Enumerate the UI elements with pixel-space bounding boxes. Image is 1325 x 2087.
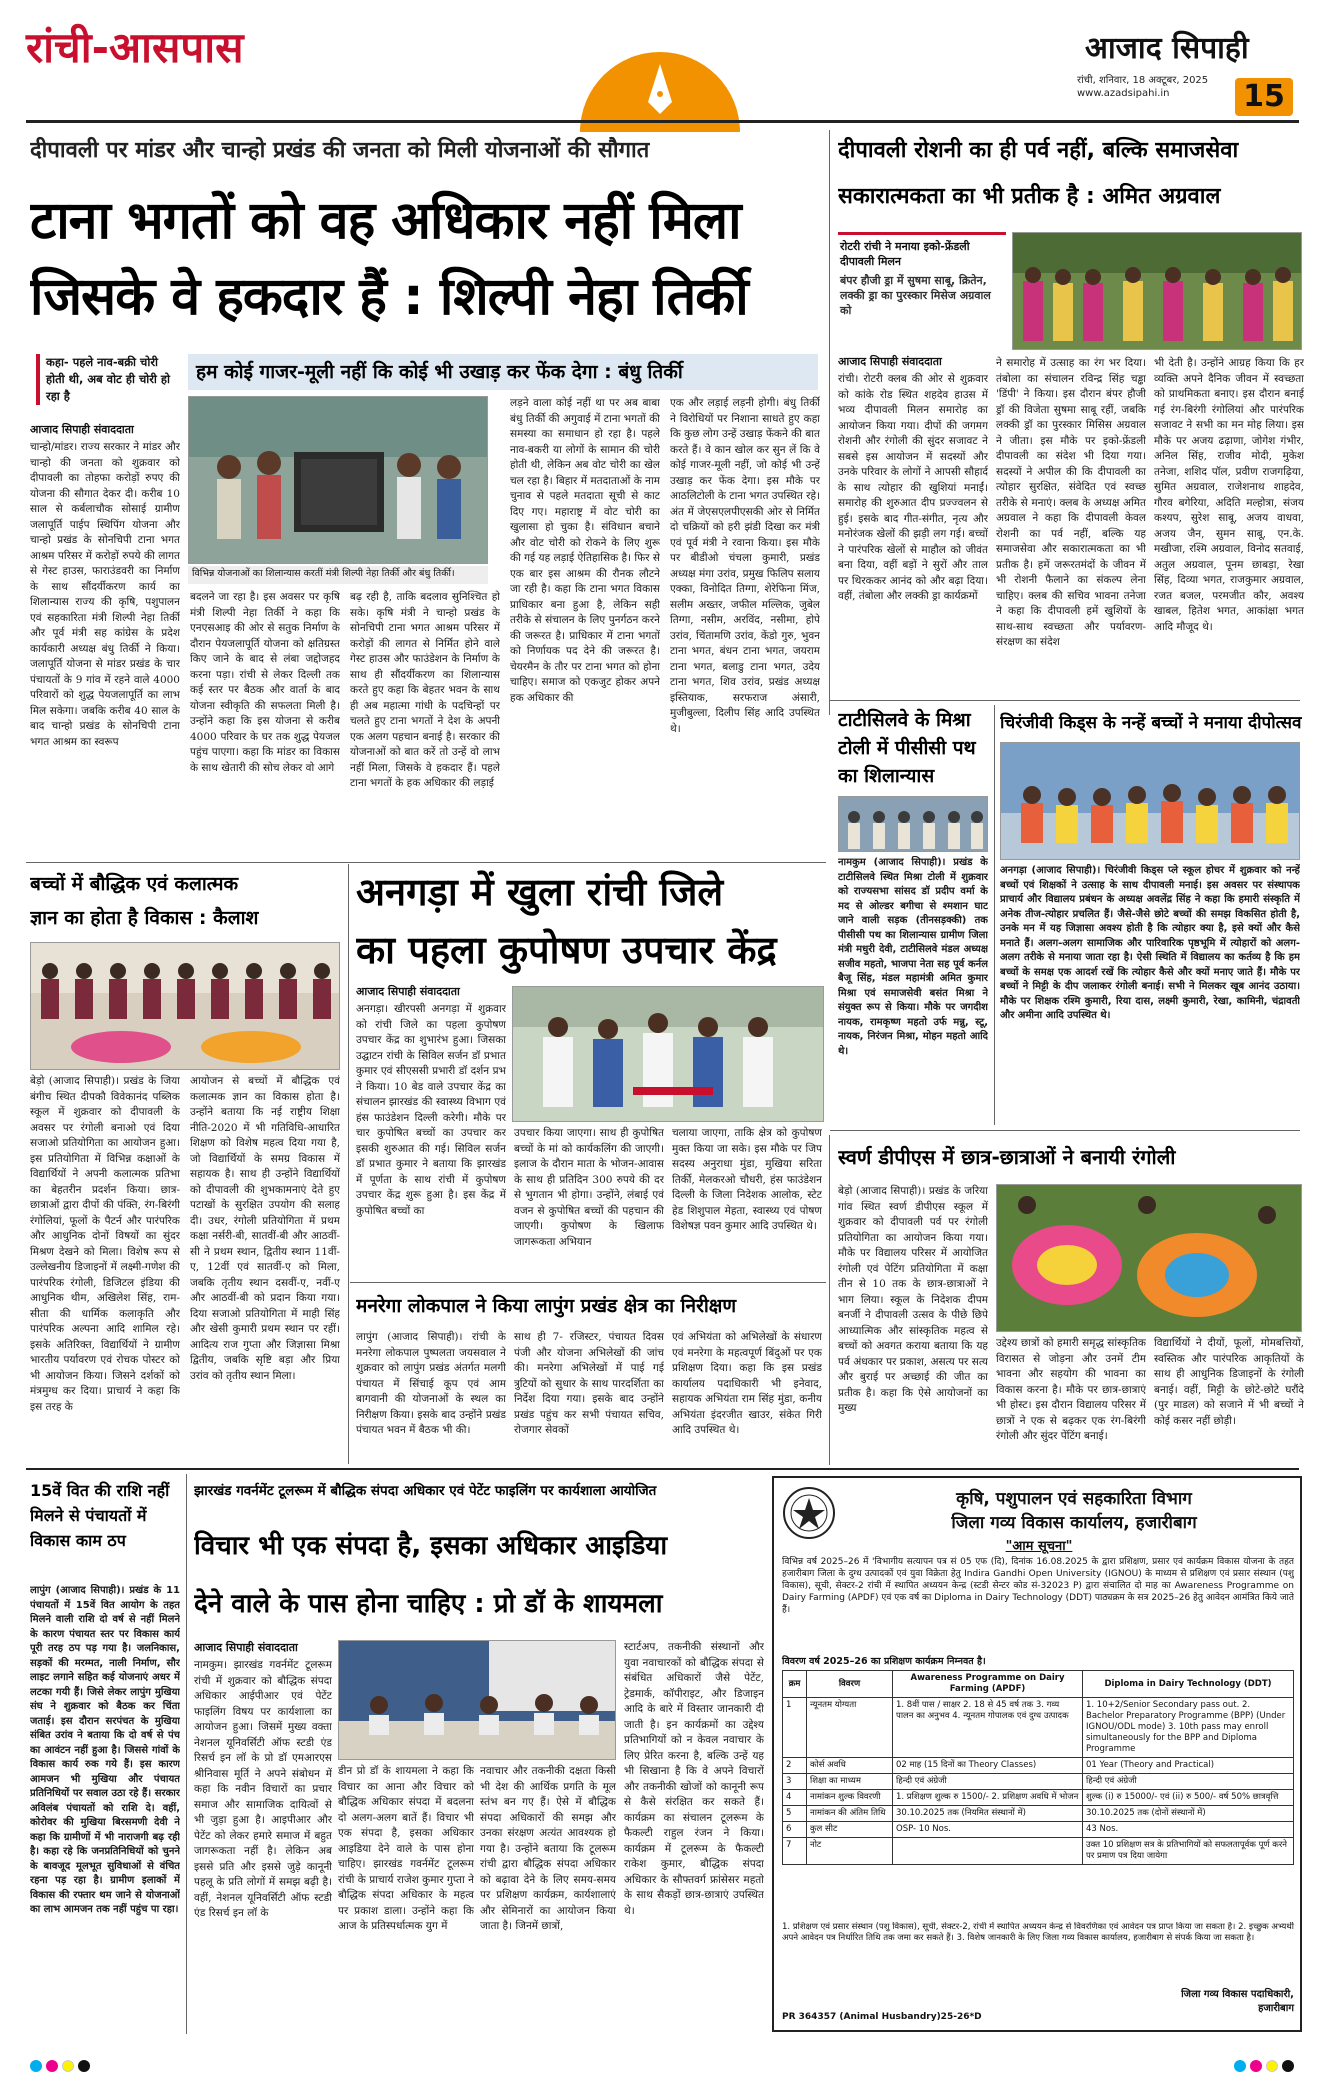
finance-headline: 15वें वित की राशि नहीं मिलने से पंचायतों में विकास काम ठप (30, 1481, 170, 1550)
kuposhan-col-2: उपचार किया जाएगा। साथ ही कुपोषित बच्चों के मां को कार्यकलिंग की जाएगी। इलाज के दौरान माता के भोजन-आवास के साथ ही प्रतिदिन 300 रुपये की दर से भुगतान भी होगा। उन्होंने, लंबाई एवं वजन से कुपोषित बच्चों की पहचान की जाएगी। कुपोषण के खिलाफ जागरूकता अभियान (514, 1127, 664, 1248)
manrega-col-1: लापुंग (आजाद सिपाही)। रांची के मनरेगा लोकपाल पुष्पलता जयसवाल ने शुक्रवार को लापुंग प्रखंड अंतर्गत मलगी पंचायत में सिंचाई कूप एवं आम बागवानी की योजनाओं के स्थल का निरीक्षण किया। इसके बाद उन्होंने प्रखंड पंचायत भवन में बैठक भी की। (356, 1331, 506, 1436)
main-headline-line2: जिसके वे हकदार हैं : शिल्पी नेहा तिर्की (30, 267, 748, 327)
kailash-divider (348, 864, 349, 1464)
kuposhan-photo (512, 986, 824, 1122)
deepavali-headline-line2: सकारात्मकता का भी प्रतीक है : अमित अग्रवाल (838, 184, 1221, 209)
tatisilwai-divider (994, 705, 995, 1125)
chiranjeevi-photo (1000, 742, 1300, 860)
notice-table (782, 1670, 1294, 1865)
deepavali-byline: आजाद सिपाही संवाददाता (838, 355, 942, 368)
col-divider (829, 130, 830, 715)
notice-intro: विभिन्न वर्ष 2025–26 में 'विभागीय सत्यापन पत्र सं 05 एफ (दि), दिनांक 16.08.2025 के द्वारा प्रशिक्षण, प्रसार एवं कार्यक्रम विकास योजना के तहत हजारीबाग जिला के दुग्ध उत्पादकों एवं युवा विक्रेता हेतु Indira Gandhi Open University (IGNOU) के माध्यम से प्रशिक्षण एवं प्रसार संस्थान (पशु विकास), सूची, सेक्टर-2 रांची में स्थापित अध्ययन केन्द्र (स्टडी सेन्टर कोड सं-32023 P) द्वारा संचालित दो माह का Awareness Programme on Dairy Farming (APDF) एवं एक वर्ष का Diploma in Dairy Technology (DDT) पाठ्यक्रम के सत्र 2025–26 हेतु आवेदन आमंत्रित किये जाते हैं। (782, 1557, 1294, 1615)
notice-cell-param: नामांकन शुल्क विवरणी (807, 1790, 893, 1806)
website: www.azadsipahi.in (1077, 88, 1170, 99)
notice-signature-title: जिला गव्य विकास पदाधिकारी, (1181, 1989, 1294, 2000)
deepavali-col-2: ने समारोह में उत्साह का रंग भर दिया। तंबोला का संचालन रविन्द्र सिंह चड्ढा 'डिंपी' ने किया। इस दौरान बंपर हौजी ड्रॉ की विजेता सुषमा साबू रहीं, जबकि लक्की ड्रॉ का पुरस्कार मिसिस अग्रवाल ने जीता। इस मौके पर इको-फ्रेंडली दीपावली का संदेश भी दिया गया। सदस्यों ने अपील की कि दीपावली का त्योहार सुरक्षित, संवेदित एवं स्वच्छ तरीके से मनाएं। क्लब के अध्यक्ष अमित अग्रवाल ने कहा कि दीपावली केवल रोशनी का पर्व नहीं, बल्कि यह समाजसेवा और सकारात्मकता का भी प्रतीक है। हमें जरूरतमंदों के जीवन में भी रोशनी फैलाने का संकल्प लेना चाहिए। क्लब की सचिव भावना तनेजा ने कहा कि दीपावली हमें खुशियों के साथ-साथ स्वच्छता और पर्यावरण-संरक्षण का संदेश (996, 357, 1146, 648)
chiranjeevi-text: अनगड़ा (आजाद सिपाही)। चिरंजीवी किड्स प्ले स्कूल होचर में शुक्रवार को नन्हें बच्चों एवं शिक्षकों ने उत्साह के साथ दीपावली मनाई। इस अवसर पर संस्थापक प्राचार्य और विद्यालय प्रबंधन के अध्यक्ष अवलेंद्र सिंह ने कहा कि हमारी संस्कृति में अनेक तीज-त्योहार प्रचलित हैं। जैसे-जैसे छोटे बच्चों की समझ विकसित होती है, उनके मन में यह जिज्ञासा अवश्य होती है कि त्योहार क्या है, इसे क्यों और कैसे मनाते हैं। अलग-अलग सामाजिक और पारिवारिक पृष्ठभूमि में त्योहारों को अलग-अलग तरीके से मनाया जाता रहा है। ऐसी स्थिति में विद्यालय का कर्तव्य है कि हम बच्चों के समक्ष एक आदर्श रखें कि त्योहार कैसे और क्यों मनाए जाते हैं। मौके पर बच्चों ने मिट्टी के दीप जलाकर रंगोली बनाई। सभी ने मिलकर खूब आनंद उठाया। मौके पर शिक्षक रश्मि कुमारी, रिया दास, लक्ष्मी कुमारी, रेखा, कामिनी, चंद्रावती और अमीना आदि उपस्थित थे। (1000, 865, 1300, 1021)
rule-left-mid (26, 862, 826, 863)
deepavali-col-1: रांची। रोटरी क्लब की ओर से शुक्रवार को कांके रोड स्थित शहदेव हाउस में भव्य दीपावली मिलन समारोह का आयोजन किया गया। दीपों की जगमग रोशनी और रंगोली की सुंदर सजावट ने सबसे इस आयोजन में सदस्यों और उनके परिवार के लोगों ने आपसी सौहार्द के साथ त्योहार की खुशियां मनाईं। समारोह की शुरुआत दीप प्रज्ज्वलन से हुई। इसके बाद गीत-संगीत, नृत्य और मनोरंजक खेलों की झड़ी लग गई। बच्चों ने पारंपरिक खेलों से माहौल को जीवंत बना दिया, वहीं बड़ों ने सुरों और ताल पर थिरककर आनंद को और बढ़ा दिया। वहीं, तंबोला और लक्की ड्रा कार्यक्रमों (838, 373, 988, 602)
reg-mark-black-right (1282, 2060, 1294, 2072)
rule-deepavali (830, 700, 1300, 701)
deepavali-col-3: भी देती है। उन्होंने आग्रह किया कि हर व्यक्ति अपने दैनिक जीवन में स्वच्छता को प्राथमिकता बनाए। इस दौरान बनाई गई रंग-बिरंगी रंगोलियां और पारंपरिक सजावट ने सभी का मन मोह लिया। इस मौके पर अजय ढढ़ाणा, जोगेश गंभीर, अनिल सिंह, राजीव मोदी, मुकेश तनेजा, शशिद पॉल, प्रवीण राजगढ़िया, सुमित अग्रवाल, राजेशनाथ शाहदेव, गौरव बगेरिया, अदिति मल्होत्रा, संजय कश्यप, सुरेश साबू, अजय वाधवा, अजय जैन, सुमन साबू, एन.के. मखीजा, रश्मि अग्रवाल, विनोद सतवाई, अतुल अग्रवाल, पूनम छाबड़ा, रेखा सिंह, दिव्या भगत, राजकुमार अग्रवाल, रजत बजल, परमजीत कौर, अवश्य खाबल, हितेश भगत, आकांक्षा भगत आदि मौजूद थे। (1154, 357, 1304, 633)
reg-mark-magenta-left (46, 2060, 58, 2072)
notice-cell-apdf: 02 माह (15 दिनों का Theory Classes) (893, 1758, 1083, 1774)
manrega-col-2: साथ ही 7- रजिस्टर, पंचायत दिवस पंजी और योजना अभिलेखों की जांच की। मनरेगा अभिलेखों में पाई गई त्रुटियों को सुधार के साथ पारदर्शिता का निर्देश दिया गया। इसके बाद उन्होंने प्रखंड पहुंच कर सभी पंचायत सचिव, रोजगार सेवकों (514, 1331, 664, 1436)
notice-signature-place: हजारीबाग (1258, 2003, 1294, 2014)
notice-dept-line2: जिला गव्य विकास कार्यालय, हजारीबाग (951, 1513, 1197, 1533)
govt-notice (772, 1476, 1302, 2032)
notice-table-row (783, 1774, 1294, 1790)
notice-cell-sr: 1 (783, 1698, 807, 1758)
notice-cell-apdf (893, 1838, 1083, 1865)
chiranjeevi-headline: चिरंजीवी किड्स के नन्हें बच्चों ने मनाया दीपोत्सव (1000, 713, 1302, 733)
main-col-3: बढ़ रही है, ताकि बदलाव सुनिश्चित हो सके। कृषि मंत्री ने चान्हो प्रखंड के सोनचिपी टाना भगत आश्रम परिसर में करोड़ों की लागत से निर्मित होने वाले गेस्ट हाउस और फाउंडेशन के निर्माण के साथ ही सौंदर्यीकरण का शिलान्यास करते हुए कहा कि बेहतर भवन के साथ ही अब महात्मा गांधी के पदचिन्हों पर चलते हुए टाना भगतों ने देश के अपनी एक अलग पहचान बनाई है। सरकार की योजनाओं को बात करें तो उन्हें वो लाभ नहीं मिला, जिसके वे हकदार हैं। पहले टाना भगतों के हक अधिकार की लड़ाई (350, 591, 500, 789)
notice-cell-ddt: 43 Nos. (1083, 1822, 1294, 1838)
rule-kuposhan (350, 1282, 826, 1283)
idea-byline: आजाद सिपाही संवाददाता (194, 1641, 298, 1654)
notice-cell-sr: 3 (783, 1774, 807, 1790)
main-kicker: दीपावली पर मांडर और चान्हो प्रखंड की जनता को मिली योजनाओं की सौगात (30, 138, 650, 163)
notice-th-param: विवरण (807, 1671, 893, 1698)
notice-cell-ddt: शुल्क (i) रु 15000/- एवं (ii) रु 500/- वर्ष 50% छात्रवृत्ति (1083, 1790, 1294, 1806)
reg-mark-yellow-left (62, 2060, 74, 2072)
notice-cell-param: न्यूनतम योग्यता (807, 1698, 893, 1758)
tatisilwai-photo (838, 796, 988, 852)
notice-cell-apdf: 1. 8वीं पास / साक्षर 2. 18 से 45 वर्ष तक 3. गव्य पालन का अनुभव 4. न्यूनतम गोपालक एवं दुग्ध उत्पादक (893, 1698, 1083, 1758)
main-byline: आजाद सिपाही संवाददाता (30, 423, 134, 436)
notice-cell-sr: 6 (783, 1822, 807, 1838)
idea-col-4: स्टार्टअप, तकनीकी संस्थानों और युवा नवाचारकों को बौद्धिक संपदा से संबंधित अधिकारों जैसे पेटेंट, ट्रेडमार्क, कॉपीराइट, और डिजाइन आदि के बारे में विस्तार जानकारी दी जाती है। इन कार्यक्रमों का उद्देश्य प्रतिभागियों को न केवल नवाचार के लिए प्रेरित करना है, बल्कि उन्हें यह भी सिखाना है कि वे अपने विचारों और तकनीकी खोजों को कानूनी रूप से कैसे संरक्षित कर सकते हैं। कार्यक्रम का संचालन टूलरूम के फैकल्टी राहुल रंजन ने किया। कार्यक्रम में टूलरूम के फैकल्टी राकेश कुमार, बौद्धिक संपदा अधिकार के सौफ्तवर्ग फ्रांसेसर महतो के साथ सैकड़ों छात्र-छात्राएं उपस्थित थे। (624, 1641, 764, 1917)
manrega-headline: मनरेगा लोकपाल ने किया लापुंग प्रखंड क्षेत्र का निरीक्षण (356, 1295, 737, 1317)
notice-cell-param: शिक्षा का माध्यम (807, 1774, 893, 1790)
idea-photo (338, 1640, 616, 1760)
finance-divider (186, 1474, 187, 2034)
main-col-2: बदलने जा रहा है। इस अवसर पर कृषि मंत्री शिल्पी नेहा तिर्की ने कहा कि एनएसआइ की ओर से सतुक निर्माण के दौरान पेयजलापूर्ति योजना को क्षतिग्रस्त किए जाने के बाद से लंबा जद्दोजहद करना पड़ा। रांची से लेकर दिल्ली तक कई स्तर पर बैठक और वार्ता के बाद योजना स्वीकृति की सफलता मिली है। उन्होंने कहा कि इस योजना से करीब 4000 परिवार के घर तक शुद्ध पेयजल पहुंच पाएगा। कहा कि मांडर का विकास के साथ खेतारी की सोच लेकर वो आगे (190, 591, 340, 774)
notice-cell-param: कुल सीट (807, 1822, 893, 1838)
notice-cell-ddt: उक्त 10 प्रशिक्षण सत्र के प्रतिभागियों को सफलतापूर्वक पूर्ण करने पर प्रमाण पत्र दिया जायेगा (1083, 1838, 1294, 1865)
kuposhan-col-1: अनगड़ा। खीरपसी अनगड़ा में शुक्रवार को रांची जिले का पहला कुपोषण उपचार केंद्र का शुभारंभ हुआ। जिसका उद्घाटन रांची के सिविल सर्जन डॉ प्रभात कुमार एवं सीएससी प्रभारी डॉ दर्शन प्रभ ने किया। 10 बेड वाले उपचार केंद्र का संचालन झारखंड की स्वास्थ्य विभाग एवं हंस फाउंडेशन दिल्ली करेगी। मौके पर चार कुपोषित बच्चों का उपचार कर इसकी शुरुआत की गई। सिविल सर्जन डॉ प्रभात कुमार ने बताया कि झारखंड में पूर्णता के साथ रांची में कुपोषण उपचार केंद्र शुरू हुआ है। इस केंद्र में कुपोषित बच्चों का (356, 1003, 506, 1217)
notice-cell-sr: 4 (783, 1790, 807, 1806)
notice-emblem-icon (782, 1486, 836, 1540)
notice-table-row (783, 1758, 1294, 1774)
notice-cell-ddt: 30.10.2025 तक (दोनों संस्थानों में) (1083, 1806, 1294, 1822)
main-col-4: लड़ने वाला कोई नहीं था पर अब बाबा बंधु तिर्की की अगुवाई में टाना भगतों की समस्या का समाधान हो रहा है। पहले नाव-बकरी या लोगों के सामान की चोरी होती थी, लेकिन अब वोट चोरी का खेल चल रहा है। बिहार में मतदाताओं के नाम चुनाव से पहले मतदाता सूची से काट दिए गए। महाराष्ट्र में वोट चोरी का खुलासा हो चुका है। संविधान बचाने और वोट चोरी को रोकने के लिए शुरू की गई यह लड़ाई ऐतिहासिक है। फिर से एक बार इस आश्रम की रौनक लौटने जा रही है। कहा कि टाना भगत विकास प्राधिकार बना हुआ है, लेकिन सही तरीके से संचालन के लिए पुनर्गठन करने की जरूरत है। प्राधिकार में टाना भगतों को निर्णायक पद देने की जरूरत है। चेयरमैन के तौर पर टाना भगत को होना चाहिए। समाज को एकजुट होकर अपने हक अधिकार की (510, 397, 660, 704)
idea-headline-line1: विचार भी एक संपदा है, इसका अधिकार आइडिया (194, 1531, 668, 1561)
swarn-col-3: विद्यार्थियों ने दीयों, फूलों, मोमबत्तियों, स्वस्तिक और पारंपरिक आकृतियों के साथ ही आधुनिक डिजाइनों के रंगोली बनाई। वहीं, मिट्टी के छोटे-छोटे घरौंदे (पुर माडल) को सजाने में भी बच्चों ने कोई कसर नहीं छोड़ी। (1154, 1337, 1304, 1427)
kailash-headline-line2: ज्ञान का होता है विकास : कैलाश (30, 907, 259, 929)
deepavali-inset-text: बंपर हौजी ड्रा में सुषमा साबू, क्रितेन, लक्की ड्रा का पुरस्कार मिसेज अग्रवाल को (840, 274, 991, 317)
notice-table-row (783, 1790, 1294, 1806)
section-title: रांची-आसपास (26, 23, 244, 72)
reg-mark-magenta-right (1250, 2060, 1262, 2072)
notice-table-row (783, 1838, 1294, 1865)
swarn-col-2: उद्देश्य छात्रों को हमारी समृद्ध सांस्कृतिक विरासत से जोड़ना और उनमें टीम भावना और सहयोग की भावना का विकास करना है। मौके पर छात्र-छात्राएं भी होस्ट। इस दौरान विद्यालय परिसर में छात्रों ने एक से बढ़कर एक रंग-बिरंगी रंगोली और सुंदर पेंटिंग बनाई। (996, 1337, 1146, 1442)
notice-cell-apdf: हिन्दी एवं अंग्रेजी (893, 1774, 1083, 1790)
notice-cell-sr: 7 (783, 1838, 807, 1865)
tatisilwai-text: नामकुम (आजाद सिपाही)। प्रखंड के टाटीसिलवे स्थित मिश्रा टोली में शुक्रवार को राज्यसभा सांसद डॉ प्रदीप वर्मा के मद से ओल्डर बगीचा से श्मशान घाट जाने वाली सड़क (तीनसड़क्की) तक पीसीसी पथ का शिलान्यास ग्रामीण जिला मंत्री मधुरी देवी, टाटीसिलवे मंडल अध्यक्ष सजीव महतो, भाजपा नेता सह पूर्व कर्नल बैजू सिंह, मंडल महामंत्री अमित कुमार मिश्रा एवं समाजसेवी बसंत मिश्रा ने संयुक्त रूप से किया। मौके पर जगदीश नायक, रामकृष्ण महतो उर्फ मन्नु, स्टू, नायक, निरंजन मिश्रा, मोहन महतो आदि थे। (838, 857, 988, 1057)
notice-th-apdf: Awareness Programme on Dairy Farming (APDF) (893, 1671, 1083, 1698)
notice-table-row (783, 1806, 1294, 1822)
notice-cell-ddt: 01 Year (Theory and Practical) (1083, 1758, 1294, 1774)
notice-th-ddt: Diploma in Dairy Technology (DDT) (1083, 1671, 1294, 1698)
notice-cell-param: नोट (807, 1838, 893, 1865)
masthead-rule (26, 120, 1299, 123)
notice-cell-param: कोर्स अवधि (807, 1758, 893, 1774)
idea-col-3: नवाचार और तकनीकी दक्षता किसी भी देश की आर्थिक प्रगति के मूल स्तंभ बन गए हैं। ऐसे में बौद्धिक संपदा अधिकारों की समझ और उनका संरक्षण अत्यंत आवश्यक हो गया है। उन्होंने बताया कि टूलरूम रांची द्वारा बौद्धिक संपदा अधिकार को बढ़ावा देने के लिए समय-समय पर प्रशिक्षण कार्यक्रम, कार्यशालाएं और सेमिनारों का आयोजन किया जाता है। जिनमें छात्रों, (480, 1765, 616, 1932)
notice-cell-apdf: OSP- 10 Nos. (893, 1822, 1083, 1838)
notice-cell-sr: 2 (783, 1758, 807, 1774)
paper-name: आजाद सिपाही (1085, 31, 1249, 66)
notice-cell-ddt: 1. 10+2/Senior Secondary pass out. 2. Bachelor Preparatory Programme (BPP) (Under IGNOU/ODL mode) 3. 10th pass may enroll simultaneously for the BPP and Diploma Programme (1083, 1698, 1294, 1758)
notice-title: "आम सूचना" (1005, 1539, 1073, 1554)
main-subhead: हम कोई गाजर-मूली नहीं कि कोई भी उखाड़ कर फेंक देगा : बंधु तिर्की (188, 354, 818, 390)
idea-col-1: नामकुम। झारखंड गवर्नमेंट टूलरूम रांची में शुक्रवार को बौद्धिक संपदा अधिकार आईपीआर एवं पेटेंट फाइलिंग विषय पर कार्यशाला का आयोजन हुआ। जिसमें मुख्य वक्ता नेशनल यूनिवर्सिटी ऑफ स्टडी एंड रिसर्च इन लॉ के प्रो डॉ एमआरएस श्रीनिवास मूर्ति ने अपने संबोधन में कहा कि नवीन विचारों का प्रचार समाज और सामाजिक दायित्वों से भी जुड़ा हुआ है। आइपीआर और पेटेंट को लेकर हमारे समाज में बहुत जागरूकता नहीं है। लेकिन अब इससे प्रति और इससे जुड़े कानूनी पहलू के प्रति लोगों में समझ बढ़ी है। वहीं, नेशनल यूनिवर्सिटी ऑफ स्टडी एंड रिसर्च इन लॉ के (194, 1659, 332, 1919)
idea-headline-line2: देने वाले के पास होना चाहिए : प्रो डॉ के शायमला (194, 1589, 663, 1619)
notice-cell-ddt: हिन्दी एवं अंग्रेजी (1083, 1774, 1294, 1790)
kailash-col-1: बेड़ो (आजाद सिपाही)। प्रखंड के जिया बंगीच स्थित दीपकौ विवेकानंद पब्लिक स्कूल में शुक्रवार को दीपावली के अवसर पर रंगोली बनाओ एवं दिया सजाओ प्रतियोगिता का आयोजन हुआ। इस प्रतियोगिता में विभिन्न कक्षाओं के विद्यार्थियों ने अपनी कलात्मक प्रतिभा का बेहतरीन प्रदर्शन किया। छात्र-छात्राओं द्वारा दीपों की पंक्ति, रंग-बिरंगी रंगोलियां, फूलों के पैटर्न और पारंपरिक और आधुनिक दोनों विषयों का सुंदर मिश्रण देखने को मिला। विशेष रूप से उल्लेखनीय डिजाइनों में लक्ष्मी-गणेश की पारंपरिक रंगोली, डिजिटल इंडिया की आधुनिक थीम, अखिलेश सिंह, राम-सीता की धार्मिक कलाकृति और पारंपरिक अल्पना आदि शामिल रहे। इसके अतिरिक्त, विद्यार्थियों ने ग्रामीण भारतीय पर्यावरण एवं रोचक पोस्टर को भी आयोजन किया। जिसने दर्शकों को मंत्रमुग्ध कर दिया। प्राचार्य ने कहा कि इस तरह के (30, 1075, 180, 1413)
notice-pr-number: PR 364357 (Animal Husbandry)25-26*D (782, 2012, 982, 2022)
notice-table-row (783, 1698, 1294, 1758)
notice-cell-apdf: 1. प्रशिक्षण शुल्क रु 1500/- 2. प्रशिक्षण अवधि में भोजन (893, 1790, 1083, 1806)
dateline: रांची, शनिवार, 18 अक्टूबर, 2025 (1077, 75, 1209, 86)
manrega-col-3: एवं अभियंता को अभिलेखों के संधारण एवं मनरेगा के महत्वपूर्ण बिंदुओं पर एक प्रशिक्षण दिया। कहा कि इस प्रखंड कार्यालय पदाधिकारी भी इनेवाद, सहायक अभियंता राम सिंह मुंडा, कनीय अभियंता इंदरजीत खाउर, संकेत गिरी आदि उपस्थित थे। (672, 1331, 822, 1436)
reg-mark-yellow-right (1266, 2060, 1278, 2072)
kailash-col-2: आयोजन से बच्चों में बौद्धिक एवं कलात्मक ज्ञान का विकास होता है। उन्होंने बताया कि नई राष्ट्रीय शिक्षा नीति-2020 में भी गतिविधि-आधारित शिक्षण को विशेष महत्व दिया गया है, जो विद्यार्थियों के समग्र विकास में सहायक है। साथ ही उन्होंने विद्यार्थियों को दीपावली की शुभकामनाएं देते हुए पटाखों के सुरक्षित उपयोग की सलाह दी। उधर, रंगोली प्रतियोगिता में प्रथम कक्षा नर्सरी-बी, सातवीं-बी और आठवीं-सी ने प्रथम स्थान, द्वितीय स्थान 11वीं-ए, 12वीं एवं सातवीं-ए को मिला, जबकि तृतीय स्थान दसवीं-ए, नवीं-ए और आठवीं-बी को प्रदान किया गया। दिया सजाओ प्रतियोगिता में माही सिंह और खेसी कुमारी प्रथम स्थान पर रहीं। आदित्य राज गुप्ता और जिज्ञासा मिश्रा द्वितीय, जबकि सृष्टि बड़ा और प्रिया उरांव को तृतीय स्थान मिला। (190, 1075, 340, 1382)
main-col-1: चान्हो/मांडर। राज्य सरकार ने मांडर और चान्हो की जनता को शुक्रवार को दीपावली का तोहफा करोड़ों रुपए की योजना की सौगात देकर दी। करीब 10 साल से कर्बलाचौक सोसाई ग्रामीण जलापूर्ति पाईप स्थिपिंग योजना और चान्हो प्रखंड के सोनचिपी टाना भगत आश्रम परिसर में करोड़ों रुपये की लागत से गेस्ट हाउस, फाराउंडवरी का निर्माण के साथ सौंदर्यीकरण कार्य का शिलान्यास राज्य की कृषि, पशुपालन एवं सहकारिता मंत्री शिल्पी नेहा तिर्की और पूर्व मंत्री सह कांग्रेस के प्रदेश कार्यकारी अध्यक्ष बंधु तिर्की ने किया। जलापूर्ति योजना से मांडर प्रखंड के चार पंचायतों के 9 गांव में रहने वाले 4000 परिवारों को शुद्ध पेयजलापूर्ति का लाभ मिल सकेगा। जबकि करीब 40 साल के बाद चान्हो प्रखंड के सोनचिपी टाना भगत आश्रम का स्वरूप (30, 441, 180, 748)
kuposhan-byline: आजाद सिपाही संवाददाता (356, 985, 460, 998)
deepavali-photo (1012, 232, 1302, 350)
deepavali-inset (838, 232, 1006, 350)
pen-nib-logo (575, 42, 745, 132)
reg-mark-black-left (78, 2060, 90, 2072)
main-photo-caption: विभिन्न योजनाओं का शिलान्यास करतीं मंत्री शिल्पी नेहा तिर्की और बंधु तिर्की। (188, 566, 488, 584)
tatisilwai-headline: टाटीसिलवे के मिश्रा टोली में पीसीसी पथ का शिलान्यास (838, 709, 976, 787)
swarn-col-1: बेड़ो (आजाद सिपाही)। प्रखंड के जरिया गांव स्थित स्वर्ण डीपीएस स्कूल में शुक्रवार को दीपावली पर्व पर रंगोली प्रतियोगिता का आयोजन किया गया। मौके पर विद्यालय परिसर में आयोजित रंगोली एवं पेटिंग प्रतियोगिता में कक्षा तीन से 10 तक के छात्र-छात्राओं ने भाग लिया। स्कूल के निदेशक दीपम बनर्जी ने दीपावली उत्सव के पीछे छिपे आध्यात्मिक और सांस्कृतिक महत्व से बच्चों को अवगत कराया बताया कि यह पर्व अंधकार पर प्रकाश, असत्य पर सत्य और बुराई पर अच्छाई की जीत का प्रतीक है। कहा कि ऐसे आयोजनों का मुख्य (838, 1185, 988, 1414)
page-number: 15 (1235, 78, 1293, 116)
kailash-photo (30, 942, 340, 1070)
notice-dept-line1: कृषि, पशुपालन एवं सहकारिता विभाग (956, 1489, 1192, 1509)
rule-chiranjeevi (830, 1130, 1300, 1131)
kuposhan-col-3: चलाया जाएगा, ताकि क्षेत्र को कुपोषण मुक्त किया जा सके। इस मौके पर जिप सदस्य अनुराधा मुंडा, मुखिया सरिता तिर्की, मेलकरओ चौधरी, हंस फाउंडेशन दिल्ली के जिला निदेशक आलोक, स्टेट हेड शिशुपाल मेहता, स्वास्थ्य एवं पोषण विशेषज्ञ पवन कुमार आदि उपस्थित थे। (672, 1127, 822, 1232)
kuposhan-headline-line2: का पहला कुपोषण उपचार केंद्र (356, 928, 777, 972)
notice-th-sr: क्रम (783, 1671, 807, 1698)
deepavali-headline-line1: दीपावली रोशनी का ही पर्व नहीं, बल्कि समाजसेवा (838, 138, 1239, 163)
finance-text: लापुंग (आजाद सिपाही)। प्रखंड के 11 पंचायतों में 15वें वित आयोग के तहत मिलने वाली राशि दो वर्ष से नहीं मिलने के कारण पंचायत स्तर पर विकास कार्य पूरी तरह ठप पड़ गया है। जलनिकास, सड़कों की मरम्मत, नाली निर्माण, सौर लाइट लगाने सहित कई योजनाएं अधर में लटका गयी हैं। जिसे लेकर लापुंग मुखिया संघ ने शुक्रवार को बैठक कर चिंता जताई। इस दौरान सरपंचत के मुखिया संबित उरांव ने बताया कि दो वर्ष से पंच का आवंटन नहीं हुआ है। जिससे गांवों के विकास कार्य रुक गये हैं। इस कारण आमजन भी मुखिया और पंचायत प्रतिनिधियों पर सवाल उठा रहे हैं। सरकार अविलंब पंचायतों को राशि दे। वहीं, कोरोवर की मुखिया बिरसमणी देवी ने कहा कि ग्रामीणों में भी नाराजगी बढ़ रही है। कहा रहे कि जनप्रतिनिधियों को चुनने के बावजूद मूलभूत सुविधाओं से वंचित रहना पड़ रहा है। ग्रामीण इलाकों में विकास की रफ्तार थम जाने से योजनाओं का लाभ आमजन तक नहीं पहुंच पा रहा। (30, 1585, 180, 1915)
swarn-photo (996, 1184, 1302, 1332)
notice-table-caption: विवरण वर्ष 2025–26 का प्रशिक्षण कार्यक्रम निम्नवत है। (782, 1656, 986, 1667)
main-quote-side: कहा- पहले नाव-बक्री चोरी होती थी, अब वोट ही चोरी हो रहा है (36, 354, 176, 405)
rule-lower (26, 1468, 1299, 1470)
idea-col-2: डीन प्रो डॉ के शायमला ने कहा कि विचार का आना और विचार को बौद्धिक अधिकार संपदा में बदलना दो अलग-अलग बातें हैं। विचार भी एक संपदा है, इसका अधिकार आइडिया देने वाले के पास होना चाहिए। झारखंड गवर्नमेंट टूलरूम रांची के प्राचार्य राजेश कुमार गुप्ता ने बौद्धिक संपदा अधिकार के महत्व पर प्रकाश डाला। उन्होंने कहा कि आज के प्रतिस्पर्धात्मक युग में (338, 1765, 474, 1932)
manrega-divider (829, 1135, 830, 1465)
notice-table-row (783, 1822, 1294, 1838)
notice-cell-sr: 5 (783, 1806, 807, 1822)
kailash-headline-line1: बच्चों में बौद्धिक एवं कलात्मक (30, 873, 239, 895)
main-headline-line1: टाना भगतों को वह अधिकार नहीं मिला (30, 191, 741, 251)
notice-cell-param: नामांकन की अंतिम तिथि (807, 1806, 893, 1822)
main-photo (188, 396, 488, 564)
notice-cell-apdf: 30.10.2025 तक (नियमित संस्थानों में) (893, 1806, 1083, 1822)
main-col-5: एक और लड़ाई लड़नी होगी। बंधु तिर्की ने विरोधियों पर निशाना साधते हुए कहा कि कुछ लोग उन्हें उखाड़ फेंकने की बात करते हैं। वे कान खोल कर सुन लें कि वे कोई गाजर-मूली नहीं, जो कोई भी उन्हें उखाड़ कर फेंक देगा। इस मौके पर आठलिटोली के टाना भगत उपस्थित रहे। अंत में जेएसएलपीएसकी ओर से निर्मित दो चक्रियों को हरी झंडी दिखा कर मंत्री एवं पूर्व मंत्री ने रवाना किया। इस मौके पर बीडीओ चंचला कुमारी, प्रखंड अध्यक्ष मंगा उरांव, प्रमुख फिलिप सलाय एक्का, विनोदित तिग्गा, शेरेफिना मिंज, सलीम अख्तर, जफील मल्लिक, जुबेल तिग्गा, नसीम, अरविंद, नसीमा, होपे उरांव, चिंतामणि उरांव, केंडो गुरु, भुवन टाना भगत, बंधन टाना भगत, जयराम टाना भगत, बलाडु टाना भगत, उदेय टाना भगत, शिव उरांव, प्रखंड अध्यक्ष इस्तियाक, सरफराज अंसारी, मुजीबुल्ला, दिलीप सिंह आदि उपस्थित थे। (670, 397, 820, 735)
reg-mark-cyan-right (1234, 2060, 1246, 2072)
notice-notes: 1. प्रशिक्षण एवं प्रसार संस्थान (पशु विकास), सूची, सेक्टर-2, रांची में स्थापित अध्ययन केन्द्र से विवरणिका एवं आवेदन पत्र प्राप्त किया जा सकता है। 2. इच्छुक अभ्यर्थी अपने आवेदन पत्र निर्धारित तिथि तक जमा कर सकते हैं। 3. विशेष जानकारी के लिए जिला गव्य विकास कार्यालय, हजारीबाग से संपर्क किया जा सकता है। (782, 1922, 1294, 1943)
deepavali-inset-title: रोटरी रांची ने मनाया इको-फ्रेंडली दीपावली मिलन (840, 240, 970, 268)
reg-mark-cyan-left (30, 2060, 42, 2072)
kuposhan-headline-line1: अनगड़ा में खुला रांची जिले (356, 870, 724, 914)
idea-kicker: झारखंड गवर्नमेंट टूलरूम में बौद्धिक संपदा अधिकार एवं पेटेंट फाइलिंग पर कार्यशाला आयोजित (194, 1483, 657, 1499)
swarn-headline: स्वर्ण डीपीएस में छात्र-छात्राओं ने बनायी रंगोली (838, 1145, 1176, 1169)
